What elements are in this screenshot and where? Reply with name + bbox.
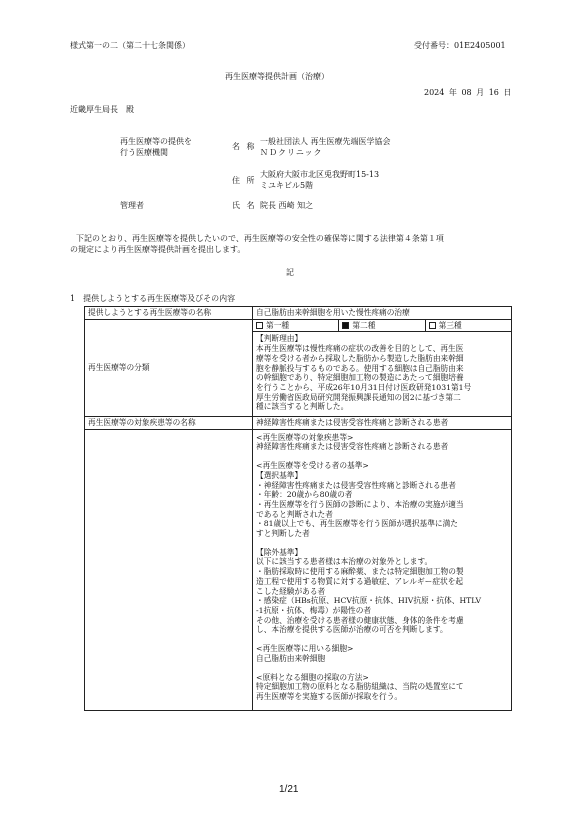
ki-label: 記 <box>286 268 294 277</box>
content-line: ・再生医療等を行う医師の診断により、本治療の実施が適当 <box>256 499 464 509</box>
document-title: 再生医療等提供計画（治療） <box>225 72 329 81</box>
content-line: 【選択基準】 <box>256 470 303 480</box>
content-line: 再生医療等を実施する医師が採取を行う。 <box>256 691 403 701</box>
content-line: <再生医療等の対象疾患等> <box>256 432 354 442</box>
person-name-label: 氏 名 <box>232 201 257 210</box>
class-option-3[interactable] <box>425 320 511 332</box>
classification-options <box>253 320 511 333</box>
class-option-label: 第一種 <box>266 320 290 330</box>
reason-line: 種に該当すると判断した。 <box>256 402 349 412</box>
content-line: <再生医療等に用いる細胞> <box>256 644 354 654</box>
content-line: 以下に該当する患者様は本治療の対象外とします。 <box>256 557 433 567</box>
classification-label: 再生医療等の分類 <box>85 319 253 416</box>
content-line: ・81歳以上でも、再生医療等を行う医師が選択基準に満た <box>256 519 458 529</box>
administrator-name: 院長 西崎 知之 <box>260 201 314 210</box>
content-line: その他、治療を受ける患者様の健康状態、身体的条件を考慮 <box>256 615 464 625</box>
intro-line-2: の規定により再生医療等提供計画を提出します。 <box>70 245 246 254</box>
provider-label-2: 行う医療機関 <box>120 148 168 157</box>
checkbox-class-2[interactable] <box>342 322 349 329</box>
reason-line: の幹細胞であり、特定細胞加工物の製造にあたって細胞培養 <box>256 373 464 383</box>
provider-label: 再生医療等の提供を <box>120 137 192 146</box>
class-option-label: 第三種 <box>438 320 462 330</box>
target-disease-label: 再生医療等の対象疾患等の名称 <box>85 417 253 430</box>
content-line: であると判断された者 <box>256 509 333 519</box>
reason-line: を行うことから、平成26年10月31日付け医政研発1031第1号 <box>256 382 472 392</box>
intro-line-1: 下記のとおり、再生医療等を提供したいので、再生医療等の安全性の確保等に関する法律第４条第１項 <box>76 234 444 243</box>
content-line: <原料となる細胞の採取の方法> <box>256 672 369 682</box>
reason-line: 【判断理由】 <box>256 334 303 344</box>
checkbox-class-3[interactable] <box>429 322 436 329</box>
content-line: <再生医療等を受ける者の基準> <box>256 461 369 471</box>
institution-name: 一般社団法人 再生医療先端医学協会 <box>260 137 391 146</box>
table-row <box>85 307 512 320</box>
plan-table <box>84 306 512 711</box>
content-line: 特定細胞加工物の原料となる脂肪組織は、当院の処置室にて <box>256 682 464 692</box>
reason-line: 療等を受ける者から採取した脂肪から製造した脂肪由来幹細 <box>256 353 464 363</box>
class-option-2[interactable] <box>338 320 424 332</box>
content-line: ・年齢：20歳から80歳の者 <box>256 490 353 500</box>
content-line: 自己脂肪由来幹細胞 <box>256 653 326 663</box>
table-row <box>85 417 512 430</box>
receipt-number: 受付番号：01E2405001 <box>414 41 506 50</box>
address-line-1: 大阪府大阪市北区兎我野町15-13 <box>260 170 380 179</box>
address-label: 住 所 <box>232 176 257 185</box>
submission-date: 2024 年 08 月 16 日 <box>424 88 512 97</box>
name-label: 名 称 <box>232 142 257 151</box>
classification-cell <box>253 319 512 416</box>
reason-line: 本再生医療等は慢性疼痛の症状の改善を目的として、再生医 <box>256 344 464 354</box>
class-option-1[interactable] <box>253 320 338 332</box>
content-line: -1抗原・抗体、梅毒）が陽性の者 <box>256 605 372 615</box>
form-number: 様式第一の二（第二十七条関係） <box>70 41 190 50</box>
table-row <box>85 429 512 710</box>
content-line: 造工程で使用する物質に対する過敏症、アレルギー症状を起 <box>256 576 464 586</box>
content-line: ・感染症（HBs抗原、HCV抗原・抗体、HIV抗原・抗体、HTLV <box>256 596 482 606</box>
content-label <box>85 429 253 710</box>
therapy-name: 自己脂肪由来幹細胞を用いた慢性疼痛の治療 <box>253 307 512 320</box>
content-cell <box>253 429 512 710</box>
table-row <box>85 319 512 416</box>
content-line: 神経障害性疼痛または侵害受容性疼痛と診断される患者 <box>256 442 449 452</box>
clinic-name: ＮＤクリニック <box>260 148 323 157</box>
page-number: 1/21 <box>279 784 299 795</box>
class-option-label: 第二種 <box>352 320 376 330</box>
content-line: ・脂肪採取時に使用する麻酔薬、または特定細胞加工物の製 <box>256 567 464 577</box>
checkbox-class-1[interactable] <box>256 322 263 329</box>
content-line: 【除外基準】 <box>256 547 303 557</box>
name-label-cell: 提供しようとする再生医療等の名称 <box>85 307 253 320</box>
section-heading: 1 提供しようとする再生医療等及びその内容 <box>70 294 236 303</box>
address-line-2: ミユキビル5階 <box>260 181 314 190</box>
reason-line: 胞を静脈投与するものである。使用する細胞は自己脂肪由来 <box>256 363 464 373</box>
content-line: こした経験がある者 <box>256 586 326 596</box>
reason-text <box>253 332 511 416</box>
target-disease: 神経障害性疼痛または侵害受容性疼痛と診断される患者 <box>253 417 512 430</box>
content-line: ・神経障害性疼痛または侵害受容性疼痛と診断される患者 <box>256 480 456 490</box>
content-line: すと判断した者 <box>256 529 310 539</box>
administrator-label: 管理者 <box>120 201 144 210</box>
content-line: し、本治療を提供する医師が治療の可否を判断します。 <box>256 625 448 635</box>
reason-line: 厚生労働省医政局研究開発振興課長通知の図2に基づき第二 <box>256 392 461 402</box>
addressee: 近畿厚生局長 殿 <box>70 105 134 114</box>
